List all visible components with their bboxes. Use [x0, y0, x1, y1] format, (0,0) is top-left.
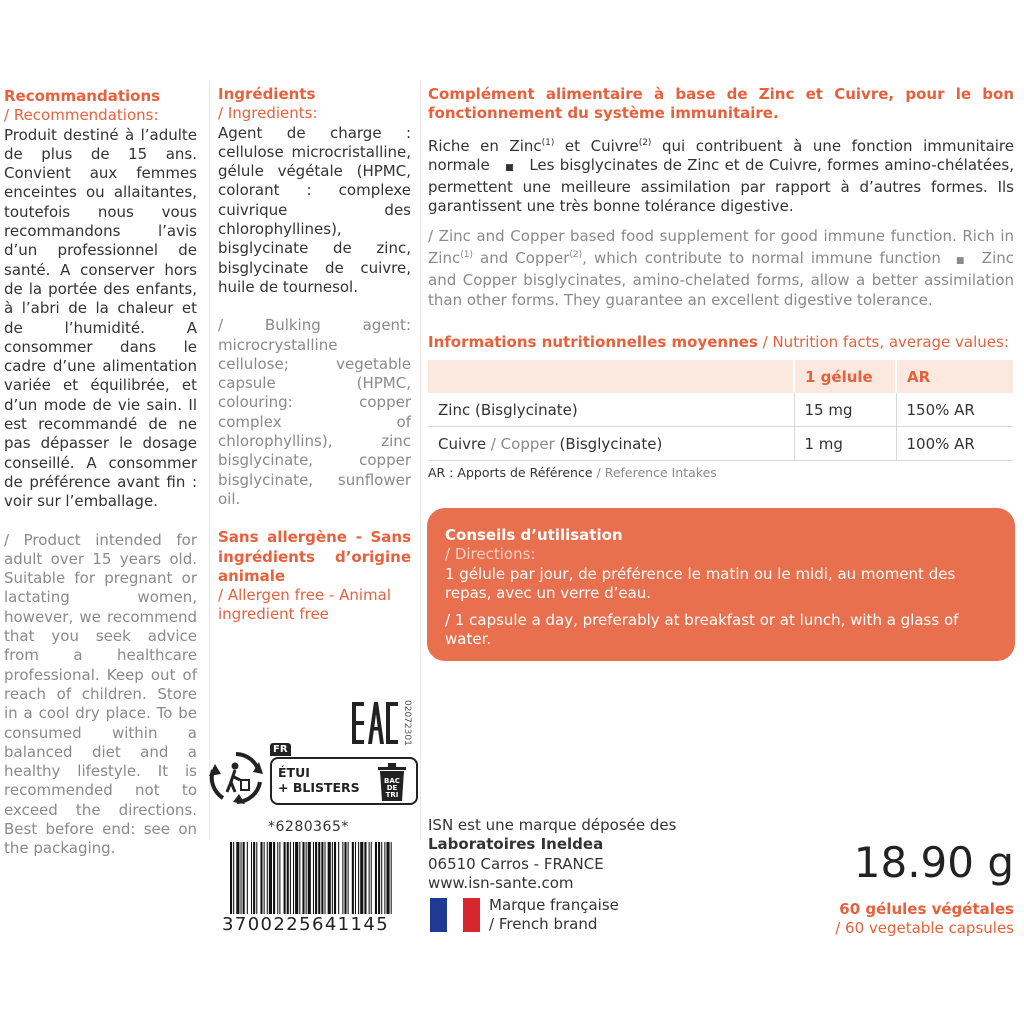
capsule-count-fr: 60 gélules végétales	[839, 900, 1014, 918]
fr-tag: FR	[270, 743, 291, 756]
footnote-mark: (1)	[541, 137, 555, 148]
barcode-bar	[299, 842, 300, 914]
product-description-title: Complément alimentaire à base de Zinc et Cuivre, pour le bon fonctionnement du système immunitaire.	[428, 85, 1014, 123]
svg-text:BAC: BAC	[384, 777, 400, 785]
desc-fr-part: Riche en Zinc	[428, 136, 542, 155]
directions-text-en: / 1 capsule a day, preferably at breakfast or at lunch, with a glass of water.	[445, 611, 959, 649]
description-column	[428, 85, 1014, 310]
ar-note-en: / Reference Intakes	[592, 465, 717, 480]
barcode-bar	[381, 842, 382, 914]
barcode-bar	[332, 842, 333, 914]
barcode-bar	[342, 842, 343, 914]
nutrition-title-fr: Informations nutritionnelles moyennes	[428, 333, 758, 351]
brand-origin	[489, 896, 619, 935]
barcode-bar	[358, 842, 359, 914]
barcode-bar	[230, 842, 232, 914]
company-website: www.isn-sante.com	[428, 873, 574, 892]
barcode-bar	[308, 842, 311, 914]
barcode-bar	[267, 842, 268, 914]
barcode-bar	[328, 842, 331, 914]
barcode-bar	[273, 842, 275, 914]
table-header-cell: AR	[896, 360, 1013, 393]
description-fr	[428, 134, 1014, 217]
barcode-bar	[279, 842, 280, 914]
eac-logo	[352, 700, 400, 750]
company-line: ISN est une marque déposée des	[428, 816, 677, 834]
barcode-bar	[236, 842, 239, 914]
brand-origin-fr: Marque française	[489, 896, 619, 914]
directions-text-fr: 1 gélule par jour, de préférence le matin ou le midi, au moment des repas, avec un verre d’eau.	[445, 564, 956, 602]
barcode-bar	[321, 842, 323, 914]
footnote-mark: (2)	[569, 250, 583, 261]
desc-en-part: , which contribute to normal immune function	[582, 249, 941, 268]
table-row	[428, 427, 1013, 461]
table-header-cell: 1 gélule	[794, 360, 896, 393]
nutrient-ar: 150% AR	[896, 393, 1013, 427]
desc-fr-part: qui contribuent à une fonction immunitaire normale	[428, 136, 1014, 174]
barcode-bar	[334, 842, 336, 914]
reference-intakes-note	[428, 465, 717, 480]
nutrition-title-en: / Nutrition facts, average values:	[762, 333, 1009, 351]
barcode-bar	[338, 842, 339, 914]
nutrition-table	[428, 360, 1013, 461]
barcode-bar	[302, 842, 304, 914]
divider	[420, 80, 421, 840]
footnote-mark: (1)	[460, 250, 473, 261]
barcode-bar	[295, 842, 298, 914]
barcode-bar	[284, 842, 286, 914]
barcode-bar	[371, 842, 372, 914]
directions-box	[427, 508, 1015, 661]
eac-code: 02072301	[402, 700, 412, 746]
recommendations-text-fr: Produit destiné à l’adulte de plus de 15 ans. Convient aux femmes enceintes ou allaitantes, toutefois nous vous recommandons l’avis d’un professionnel de santé. A conserver hors de la portée des enfants, à l’abri de la chaleur et de l’humidité. A consommer dans le cadre d’une alimentation variée et équilibrée, et d’un mode de vie sain. Il est recommandé de ne pas dépasser le dosage conseillé. A consommer de préférence avant fin : voir sur l’emballage.	[4, 125, 197, 511]
nutrient-dose: 1 mg	[794, 427, 896, 461]
barcode-bar	[391, 842, 392, 914]
ar-note-fr: AR : Apports de Référence	[428, 465, 593, 480]
svg-text:DE: DE	[386, 784, 398, 792]
nutrient-name-suffix: (Bisglycinate)	[554, 434, 663, 453]
ingredients-text-fr: Agent de charge : cellulose microcristalline, gélule végétale (HPMC, colorant : complexe cuivrique des chlorophyllines), bisglycinate de zinc, bisglycinate de cuivre, huile de tournesol.	[218, 123, 411, 296]
barcode-bar	[290, 842, 291, 914]
barcode-bar	[348, 842, 349, 914]
net-weight: 18.90 g	[853, 838, 1014, 887]
barcode-bar	[352, 842, 354, 914]
barcode-bar	[315, 842, 317, 914]
recommendations-text-en: / Product intended for adult over 15 years old. Suitable for pregnant or lactating women, however, we recommend that you seek advice from a healthcare professional. Keep out of reach of children. Store in a cool dry place. To be consumed within a balanced diet and a healthy lifestyle. It is recommended not to exceed the directions. Best before end: see on the packaging.	[4, 530, 197, 858]
brand-origin-en: / French brand	[489, 915, 598, 934]
internal-code: *6280365*	[268, 819, 349, 835]
barcode-bar	[260, 842, 262, 914]
barcode-bar	[364, 842, 366, 914]
barcode-bar	[243, 842, 245, 914]
barcode-bar	[233, 842, 234, 914]
barcode-bar	[247, 842, 248, 914]
nutrient-ar: 100% AR	[896, 427, 1013, 461]
table-header-row	[428, 360, 1013, 393]
barcode-bar	[384, 842, 385, 914]
desc-en-part: / Zinc and Copper based food supplement for good immune function. Rich in Zinc	[428, 226, 1014, 268]
barcode-bar	[241, 842, 242, 914]
company-address: 06510 Carros - FRANCE	[428, 854, 604, 873]
barcode-bar	[378, 842, 380, 914]
barcode-bar	[325, 842, 326, 914]
barcode-bar	[344, 842, 346, 914]
packaging-sorting-box	[270, 757, 418, 805]
desc-fr-part: et Cuivre	[554, 136, 639, 155]
barcode-bar	[360, 842, 363, 914]
barcode-bar	[269, 842, 272, 914]
bullet-icon: ■	[955, 256, 967, 267]
barcode-bar	[253, 842, 255, 914]
nutrient-name	[428, 427, 794, 461]
barcode-bar	[251, 842, 252, 914]
barcode-bar	[264, 842, 265, 914]
allergen-title: Sans allergène - Sans ingrédients d’origine animale	[218, 528, 411, 585]
company-info	[428, 816, 676, 893]
desc-en-part: and Copper	[472, 249, 570, 268]
triman-recycling-icon	[207, 750, 265, 810]
barcode-bar	[256, 842, 257, 914]
divider	[209, 80, 210, 840]
barcode-bar	[306, 842, 307, 914]
capsule-count	[835, 900, 1014, 939]
description-en	[428, 227, 1014, 310]
svg-text:TRI: TRI	[385, 791, 399, 799]
blisters-label: + BLISTERS	[278, 780, 360, 795]
barcode-bar	[318, 842, 320, 914]
recommendations-column	[4, 87, 197, 859]
table-header-cell	[428, 360, 794, 393]
barcode-bar	[293, 842, 294, 914]
nutrition-title	[428, 333, 1009, 351]
allergen-text-en: / Allergen free - Animal ingredient free	[218, 586, 392, 624]
ingredients-title: Ingrédients	[218, 85, 316, 103]
nutrient-name-en: / Copper	[490, 434, 555, 453]
recommendations-title-en: / Recommendations:	[4, 106, 159, 125]
ingredients-title-en: / Ingredients:	[218, 104, 318, 123]
barcode-bar	[369, 842, 370, 914]
company-name: Laboratoires Ineldea	[428, 835, 604, 854]
barcode-bar	[375, 842, 377, 914]
barcode-bar	[287, 842, 289, 914]
desc-fr-part: Les bisglycinates de Zinc et de Cuivre, formes amino-chélatées, permettent une meilleure assimilation par rapport à d’autres formes. Ils garantissent une très bonne tolérance digestive.	[428, 155, 1014, 216]
french-flag-icon	[430, 898, 480, 932]
barcode-bar	[355, 842, 356, 914]
desc-en-part: Zinc and Copper bisglycinates, amino-chelated forms, allow a better assimilation than other forms. They guarantee an excellent digestive tolerance.	[428, 249, 1014, 309]
barcode	[230, 842, 392, 918]
ingredients-column	[218, 85, 411, 625]
barcode-bar	[313, 842, 314, 914]
barcode-bar	[277, 842, 278, 914]
directions-title: Conseils d’utilisation	[445, 526, 623, 544]
nutrient-name: Zinc (Bisglycinate)	[428, 393, 794, 427]
bullet-icon: ■	[505, 162, 515, 173]
barcode-digits: 3700225641145	[222, 914, 390, 935]
ingredients-text-en: / Bulking agent: microcrystalline cellulose; vegetable capsule (HPMC, colouring: copper complex of chlorophyllins), zinc bisglycinate, copper bisglycinate, sunflower oil.	[218, 316, 411, 508]
footnote-mark: (2)	[638, 137, 652, 148]
capsule-count-en: / 60 vegetable capsules	[835, 919, 1014, 938]
recycling-bin-icon	[376, 763, 408, 805]
directions-title-en: / Directions:	[445, 545, 536, 564]
recommendations-title: Recommandations	[4, 87, 161, 105]
nutrient-dose: 15 mg	[794, 393, 896, 427]
etui-label: ÉTUI	[278, 765, 310, 780]
nutrient-name-fr: Cuivre	[438, 434, 491, 453]
table-row	[428, 393, 1013, 427]
barcode-bar	[386, 842, 389, 914]
